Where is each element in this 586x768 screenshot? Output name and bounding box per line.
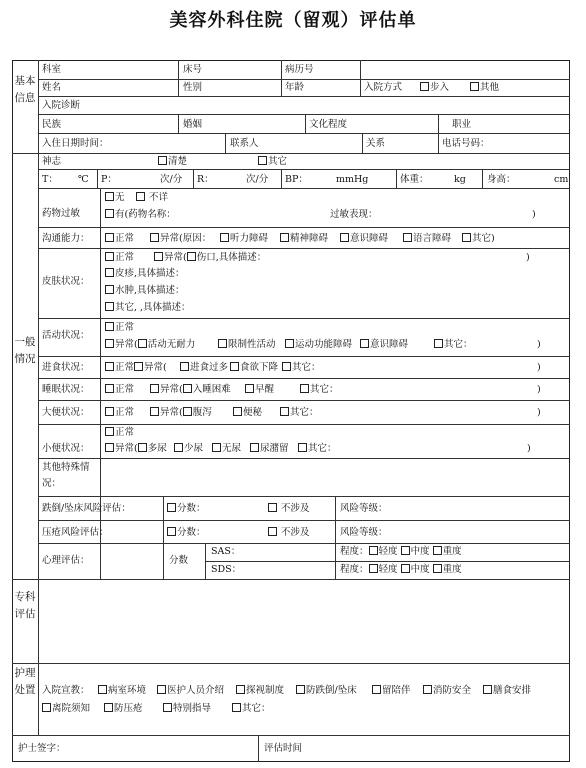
line	[360, 60, 361, 79]
clear-option[interactable]: 清楚	[158, 156, 187, 168]
sleep-normal-option[interactable]: 正常	[105, 384, 134, 396]
edu-item-fall[interactable]: 防跌倒/坠床	[296, 685, 357, 697]
checkbox[interactable]	[105, 252, 114, 261]
respiration-unit: 次/分	[246, 174, 269, 185]
checkbox[interactable]	[154, 252, 163, 261]
checkbox[interactable]	[105, 384, 114, 393]
checkbox[interactable]	[420, 82, 429, 91]
urine-abnormal-option[interactable]: 异常( 多尿	[105, 443, 167, 455]
limited-activity-option[interactable]: 限制性活动	[218, 339, 276, 351]
special-label-line1: 其他特殊情	[42, 462, 90, 473]
consciousness-label: 神志	[42, 156, 62, 167]
pulse-unit: 次/分	[160, 174, 183, 185]
line	[38, 60, 39, 735]
line	[482, 169, 483, 188]
checkbox[interactable]	[105, 339, 114, 348]
edu-item-staff[interactable]: 医护人员介绍	[157, 685, 224, 697]
edu-item-other[interactable]: 其它：	[232, 703, 271, 715]
diet-other-option[interactable]: 其它：	[282, 362, 321, 374]
skin-close: )	[526, 252, 530, 263]
checkbox[interactable]	[180, 362, 189, 371]
line	[97, 169, 98, 188]
section-label-nursing: 护理处置	[14, 667, 36, 696]
skin-abnormal-option[interactable]: 异常( 伤口,具体描述：	[154, 252, 266, 264]
urine-close: )	[527, 443, 531, 454]
edema-option[interactable]: 水肿,具体描述：	[105, 285, 185, 297]
checkbox[interactable]	[98, 685, 107, 694]
checkbox[interactable]	[245, 384, 254, 393]
sds-label: SDS：	[211, 564, 242, 575]
allergy-label: 药物过敏	[42, 208, 81, 219]
line	[438, 114, 439, 133]
checkbox[interactable]	[423, 685, 432, 694]
line	[225, 133, 226, 153]
line	[335, 543, 336, 579]
allergy-symptom-label: 过敏表现：	[330, 209, 378, 220]
occupation-label: 职业	[452, 119, 472, 130]
checkbox[interactable]	[136, 192, 145, 201]
checkbox[interactable]	[298, 443, 307, 452]
sas-label: SAS：	[211, 546, 241, 557]
line	[163, 496, 164, 579]
checkbox[interactable]	[158, 156, 167, 165]
sleep-label: 睡眠状况：	[42, 384, 90, 395]
allergy-has-option[interactable]: 有(药物名称：	[105, 209, 176, 221]
age-label: 年龄	[285, 82, 305, 93]
checkbox[interactable]	[280, 233, 289, 242]
pressure-na-option[interactable]: 不涉及	[268, 527, 310, 539]
checkbox[interactable]	[403, 233, 412, 242]
line	[38, 378, 570, 379]
edu-item-pressure[interactable]: 防压疮	[104, 703, 143, 715]
allergy-close: )	[532, 209, 536, 220]
line	[38, 543, 570, 544]
activity-normal-option[interactable]: 正常	[105, 322, 134, 334]
language-option[interactable]: 语言障碍	[403, 233, 451, 245]
checkbox[interactable]	[187, 252, 196, 261]
other-admit-option[interactable]: 其他	[470, 82, 499, 94]
pressure-level-label: 风险等级：	[340, 527, 388, 538]
line	[38, 114, 570, 115]
admit-time-label: 入住日期时间：	[42, 138, 109, 149]
line	[38, 400, 570, 401]
activity-abnormal-option[interactable]: 异常( 活动无耐力	[105, 339, 195, 351]
checkbox[interactable]	[105, 233, 114, 242]
comm-other-option[interactable]: 其它)	[462, 233, 495, 245]
bp-unit: mmHg	[336, 174, 369, 185]
line	[38, 133, 570, 134]
edu-item-diet[interactable]: 膳食安排	[483, 685, 531, 697]
weight-label: 体重：	[400, 174, 429, 185]
line	[335, 496, 336, 543]
activity-close: )	[537, 339, 541, 350]
section-label-basic: 基本信息	[14, 75, 36, 104]
line	[12, 153, 570, 154]
skin-normal-option[interactable]: 正常	[105, 252, 134, 264]
mental-option[interactable]: 精神障碍	[280, 233, 328, 245]
checkbox[interactable]	[369, 546, 378, 555]
sleep-other-option[interactable]: 其它：	[300, 384, 339, 396]
weight-unit: kg	[454, 174, 466, 185]
temperature-unit: ℃	[78, 174, 89, 185]
checkbox[interactable]	[250, 443, 259, 452]
allergy-none-option[interactable]: 无	[105, 192, 125, 204]
edu-item-visit[interactable]: 探视制度	[236, 685, 284, 697]
line	[38, 318, 570, 319]
early-wake-option[interactable]: 早醒	[245, 384, 274, 396]
section-label-general: 一般情况	[14, 336, 36, 365]
checkbox[interactable]	[105, 322, 114, 331]
sds-degree: 程度： 轻度 中度 重度	[340, 564, 462, 575]
psych-score-label: 分数	[169, 555, 189, 566]
activity-consciousness-option[interactable]: 意识障碍	[360, 339, 408, 351]
edu-item-special[interactable]: 特别指导	[163, 703, 211, 715]
line	[360, 79, 361, 96]
bp-label: BP：	[285, 174, 308, 185]
relation-label: 关系	[366, 138, 386, 149]
line	[38, 96, 570, 97]
line	[38, 496, 570, 497]
ethnicity-label: 民族	[42, 119, 62, 130]
line	[193, 169, 194, 188]
phone-label: 电话号码：	[442, 138, 490, 149]
checkbox[interactable]	[296, 685, 305, 694]
name-label: 姓名	[42, 82, 62, 93]
pressure-score-option[interactable]: 分数：	[167, 527, 206, 539]
edu-item-escort[interactable]: 留陪伴	[372, 685, 411, 697]
admit-method-label: 入院方式	[364, 82, 403, 93]
checkbox[interactable]	[174, 443, 183, 452]
record-no-label: 病历号	[285, 64, 314, 75]
respiration-label: R：	[197, 174, 214, 185]
no-urine-option[interactable]: 无尿	[212, 443, 241, 455]
checkbox[interactable]	[105, 209, 114, 218]
checkbox[interactable]	[105, 302, 114, 311]
line	[438, 133, 439, 153]
fall-score-option[interactable]: 分数：	[167, 503, 206, 515]
checkbox[interactable]	[105, 192, 114, 201]
checkbox[interactable]	[268, 527, 277, 536]
sleep-abnormal-option[interactable]: 异常( 入睡困难	[150, 384, 231, 396]
checkbox[interactable]	[105, 427, 114, 436]
stool-label: 大便状况：	[42, 407, 90, 418]
temperature-label: T：	[42, 174, 58, 185]
line	[38, 188, 570, 189]
checkbox[interactable]	[360, 339, 369, 348]
checkbox[interactable]	[104, 703, 113, 712]
edu-item-ward[interactable]: 病室环境	[98, 685, 146, 697]
edu-item-discharge[interactable]: 离院须知	[42, 703, 90, 715]
diet-label: 进食状况：	[42, 362, 90, 373]
urine-other-option[interactable]: 其它：	[298, 443, 337, 455]
checkbox[interactable]	[105, 443, 114, 452]
checkbox[interactable]	[268, 503, 277, 512]
line	[178, 114, 179, 133]
section-label-specialty: 专科评估	[14, 591, 36, 620]
checkbox[interactable]	[105, 268, 114, 277]
nurse-signature-label: 护士签字：	[18, 743, 66, 754]
appetite-option[interactable]: 食欲下降	[230, 362, 278, 374]
checkbox[interactable]	[138, 339, 147, 348]
checkbox[interactable]	[401, 546, 410, 555]
checkbox[interactable]	[433, 546, 442, 555]
checkbox[interactable]	[232, 703, 241, 712]
checkbox[interactable]	[183, 407, 192, 416]
checkbox[interactable]	[42, 703, 51, 712]
consciousness-disorder-option[interactable]: 意识障碍	[340, 233, 388, 245]
checkbox[interactable]	[236, 685, 245, 694]
line	[362, 133, 363, 153]
line	[38, 424, 570, 425]
less-urine-option[interactable]: 少尿	[174, 443, 203, 455]
checkbox[interactable]	[167, 527, 176, 536]
checkbox[interactable]	[183, 384, 192, 393]
checkbox[interactable]	[433, 564, 442, 573]
line	[12, 663, 570, 664]
assessment-time-label: 评估时间	[264, 743, 303, 754]
stool-other-option[interactable]: 其它：	[280, 407, 319, 419]
line	[305, 114, 306, 133]
line	[38, 248, 570, 249]
checkbox[interactable]	[134, 362, 143, 371]
contact-label: 联系人	[230, 138, 259, 149]
consciousness-other-option[interactable]: 其它	[258, 156, 287, 168]
line	[205, 543, 206, 579]
line	[38, 79, 570, 80]
activity-label: 活动状况：	[42, 330, 90, 341]
retention-option[interactable]: 尿潴留	[250, 443, 289, 455]
line	[258, 735, 259, 762]
line	[38, 356, 570, 357]
dept-label: 科室	[42, 64, 62, 75]
checkbox[interactable]	[138, 443, 147, 452]
checkbox[interactable]	[372, 685, 381, 694]
comm-normal-option[interactable]: 正常	[105, 233, 134, 245]
marriage-label: 婚姻	[183, 119, 203, 130]
checkbox[interactable]	[401, 564, 410, 573]
hearing-option[interactable]: 听力障碍	[220, 233, 268, 245]
line	[38, 169, 570, 170]
line	[38, 458, 570, 459]
pulse-label: P：	[101, 174, 117, 185]
sleep-close: )	[537, 384, 541, 395]
psych-label: 心理评估：	[42, 555, 90, 566]
form-title: 美容外科住院（留观）评估单	[169, 10, 417, 31]
rash-option[interactable]: 皮疹,具体描述：	[105, 268, 185, 280]
checkbox[interactable]	[483, 685, 492, 694]
checkbox[interactable]	[157, 685, 166, 694]
overeat-option[interactable]: 进食过多	[180, 362, 228, 374]
urine-label: 小便状况：	[42, 443, 90, 454]
sas-degree: 程度： 轻度 中度 重度	[340, 546, 462, 557]
education-label: 入院宣教：	[42, 685, 90, 696]
checkbox[interactable]	[163, 703, 172, 712]
checkbox[interactable]	[258, 156, 267, 165]
checkbox[interactable]	[282, 362, 291, 371]
stool-close: )	[537, 407, 541, 418]
comm-abnormal-option[interactable]: 异常(原因：	[150, 233, 211, 245]
checkbox[interactable]	[300, 384, 309, 393]
line	[396, 169, 397, 188]
checkbox[interactable]	[230, 362, 239, 371]
walk-in-option[interactable]: 步入	[420, 82, 449, 94]
communication-label: 沟通能力：	[42, 233, 90, 244]
line	[100, 188, 101, 579]
diet-normal-option[interactable]: 正常 异常(	[105, 362, 167, 374]
bed-label: 床号	[183, 64, 203, 75]
checkbox[interactable]	[105, 285, 114, 294]
stool-abnormal-option[interactable]: 异常( 腹泻	[150, 407, 212, 419]
line	[38, 227, 570, 228]
line	[281, 169, 282, 188]
checkbox[interactable]	[105, 407, 114, 416]
checkbox[interactable]	[105, 362, 114, 371]
admit-diag-label: 入院诊断	[42, 100, 81, 111]
checkbox[interactable]	[434, 339, 443, 348]
pressure-risk-label: 压疮风险评估：	[42, 527, 109, 538]
checkbox[interactable]	[470, 82, 479, 91]
constipation-option[interactable]: 便秘	[233, 407, 262, 419]
fall-na-option[interactable]: 不涉及	[268, 503, 310, 515]
checkbox[interactable]	[212, 443, 221, 452]
fall-risk-label: 跌倒/坠床风险评估：	[42, 503, 131, 514]
height-label: 身高：	[487, 174, 516, 185]
checkbox[interactable]	[233, 407, 242, 416]
activity-other-option[interactable]: 其它：	[434, 339, 473, 351]
checkbox[interactable]	[150, 407, 159, 416]
line	[178, 60, 179, 96]
line	[12, 735, 570, 736]
checkbox[interactable]	[150, 233, 159, 242]
allergy-unknown-option[interactable]: 不详	[136, 192, 168, 204]
height-unit: cm	[554, 174, 569, 185]
sex-label: 性别	[183, 82, 203, 93]
checkbox[interactable]	[150, 384, 159, 393]
checkbox[interactable]	[218, 339, 227, 348]
skin-label: 皮肤状况：	[42, 276, 90, 287]
checkbox[interactable]	[340, 233, 349, 242]
checkbox[interactable]	[220, 233, 229, 242]
stool-normal-option[interactable]: 正常	[105, 407, 134, 419]
line	[12, 579, 570, 580]
skin-other-option[interactable]: 其它, ,具体描述：	[105, 302, 191, 314]
fall-level-label: 风险等级：	[340, 503, 388, 514]
checkbox[interactable]	[280, 407, 289, 416]
checkbox[interactable]	[369, 564, 378, 573]
education-label: 文化程度	[309, 119, 348, 130]
edu-item-fire[interactable]: 消防安全	[423, 685, 471, 697]
diet-close: )	[537, 362, 541, 373]
special-label-line2: 况：	[42, 478, 62, 489]
motor-option[interactable]: 运动功能障碍	[285, 339, 352, 351]
checkbox[interactable]	[167, 503, 176, 512]
checkbox[interactable]	[285, 339, 294, 348]
line	[38, 520, 570, 521]
urine-normal-option[interactable]: 正常	[105, 427, 134, 439]
checkbox[interactable]	[462, 233, 471, 242]
line	[281, 60, 282, 96]
line	[205, 561, 570, 562]
